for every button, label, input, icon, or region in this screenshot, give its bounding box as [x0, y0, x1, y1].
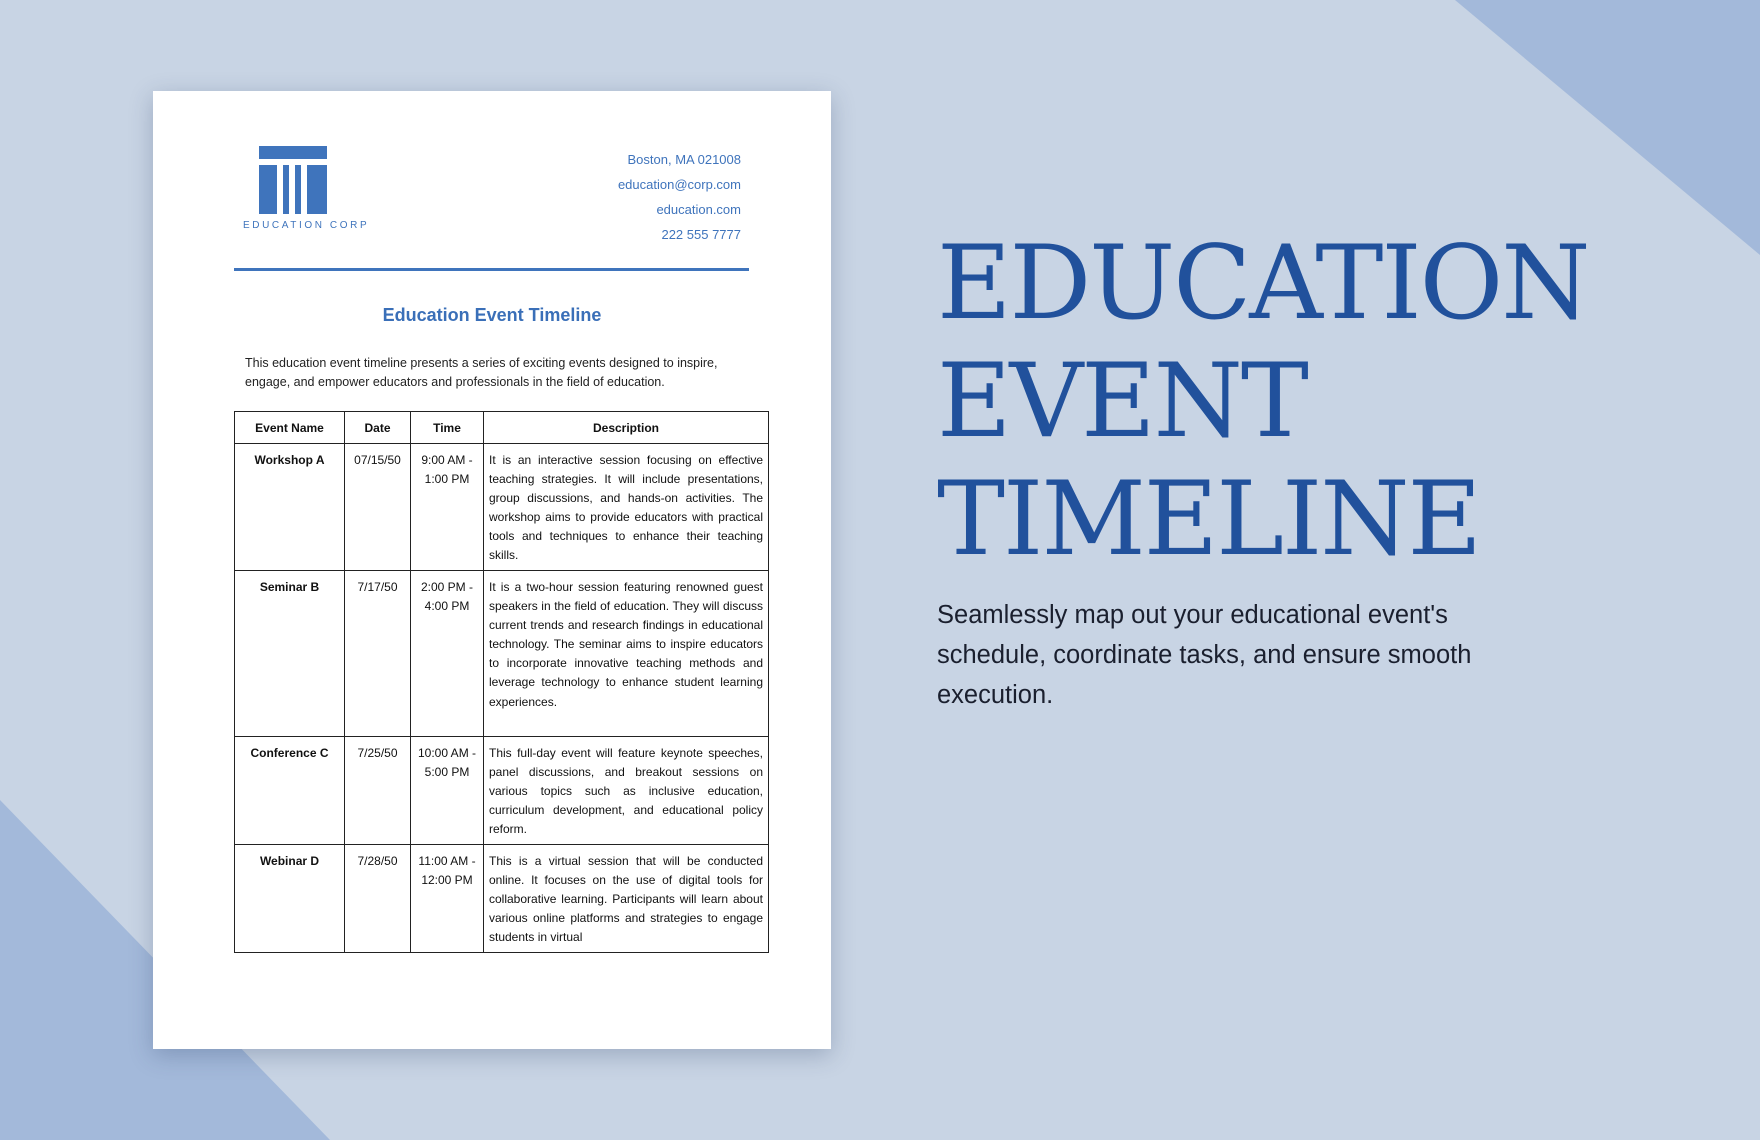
header-description: Description: [484, 412, 769, 444]
company-website[interactable]: education.com: [656, 202, 741, 217]
document-intro: This education event timeline presents a series of exciting events designed to inspire, engage, and empower educators and professionals in the field of education.: [245, 356, 718, 389]
header-divider: [234, 268, 749, 271]
event-time: 2:00 PM - 4:00 PM: [411, 571, 484, 737]
company-phone: 222 555 7777: [661, 227, 741, 242]
events-table: [234, 411, 769, 953]
event-time: 11:00 AM - 12:00 PM: [411, 845, 484, 953]
header-event-name: Event Name: [235, 412, 345, 444]
event-date: 07/15/50: [345, 444, 411, 571]
company-name: EDUCATION CORP: [243, 220, 370, 231]
event-name: Webinar D: [235, 845, 345, 953]
company-address: Boston, MA 021008: [627, 152, 741, 167]
header-time: Time: [411, 412, 484, 444]
table-row: [235, 845, 769, 953]
promo-title-line: TIMELINE: [937, 460, 1480, 579]
company-email[interactable]: education@corp.com: [617, 177, 741, 192]
promo-title-line: EVENT: [937, 342, 1307, 461]
event-description: This full-day event will feature keynote speeches, panel discussions, and breakout sessions on various topics such as inclusive education, curriculum development, and educational policy reform.: [484, 737, 769, 845]
event-time: 9:00 AM - 1:00 PM: [411, 444, 484, 571]
document-title: Education Event Timeline: [382, 305, 602, 325]
promo-tagline: Seamlessly map out your educational event's schedule, coordinate tasks, and ensure smooth execution.: [937, 601, 1472, 709]
contact-block: [618, 147, 741, 247]
header-date: Date: [345, 412, 411, 444]
event-date: 7/17/50: [345, 571, 411, 737]
event-name: Workshop A: [235, 444, 345, 571]
event-description: It is a two-hour session featuring renowned guest speakers in the field of education. They will discuss current trends and research findings in educational technology. The seminar aims to inspire educators to incorporate innovative teaching methods and leverage technology to enhance student learning experiences.: [484, 571, 769, 737]
promo-title-line: EDUCATION: [937, 224, 1589, 343]
table-header-row: [235, 412, 769, 444]
event-description: It is an interactive session focusing on effective teaching strategies. It will include presentations, group discussions, and hands-on activities. The workshop aims to provide educators with practical tools and techniques to enhance their teaching skills.: [484, 444, 769, 571]
event-name: Conference C: [235, 737, 345, 845]
promo-title: [937, 225, 1717, 579]
event-description: This is a virtual session that will be conducted online. It focuses on the use of digital tools for collaborative learning. Participants will learn about various online platforms and strategies to engage students in virtual: [484, 845, 769, 953]
event-date: 7/25/50: [345, 737, 411, 845]
pillar-logo-icon: [259, 146, 327, 214]
document-page: [153, 91, 831, 1049]
event-time: 10:00 AM - 5:00 PM: [411, 737, 484, 845]
event-date: 7/28/50: [345, 845, 411, 953]
event-name: Seminar B: [235, 571, 345, 737]
table-row: [235, 571, 769, 737]
table-row: [235, 444, 769, 571]
table-row: [235, 737, 769, 845]
company-logo: [243, 146, 378, 231]
